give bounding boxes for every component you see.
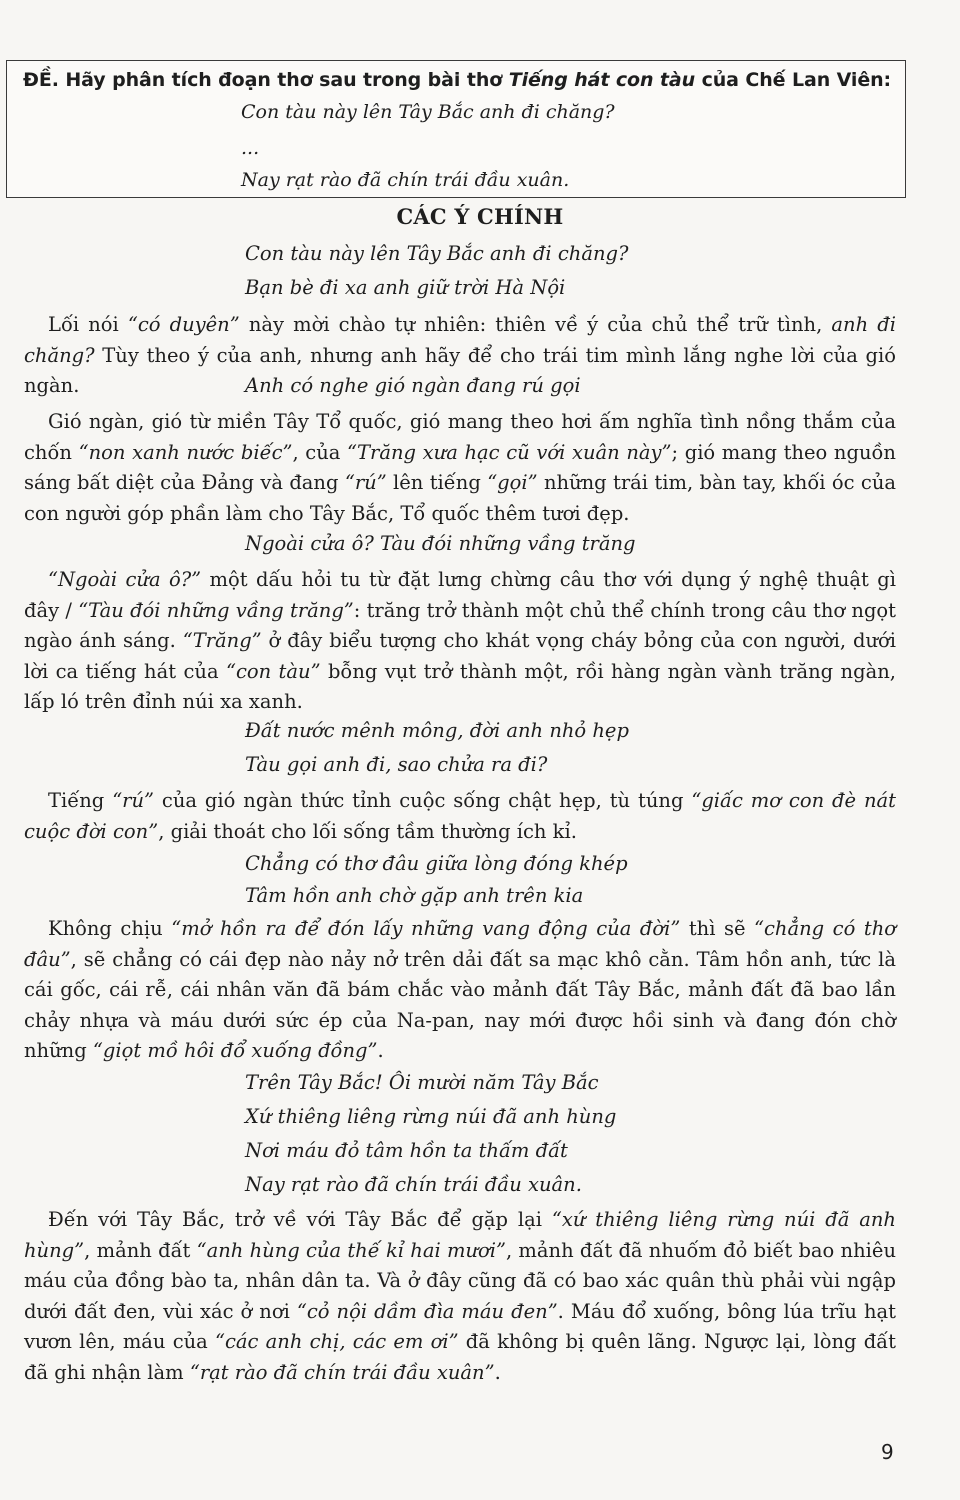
quoted-phrase: “Trăng xưa hạc cũ với xuân này” — [347, 440, 672, 464]
paragraph-text: , giải thoát cho lối sống tầm thường ích kỉ. — [158, 819, 577, 843]
paragraph-text: Tiếng — [48, 789, 113, 812]
paragraph-text: Không chịu — [48, 917, 172, 940]
paragraph-text: của gió ngàn thức tỉnh cuộc sống chật hẹp, tù túng — [154, 789, 692, 812]
paragraph-6 — [24, 1205, 896, 1388]
paragraph-2 — [24, 407, 896, 529]
verse-line: Tâm hồn anh chờ gặp anh trên kia — [245, 884, 584, 907]
paragraph-text: ở đây biểu tượng cho khát vọng cháy bỏng của con người, dưới lời ca tiếng hát của — [24, 629, 896, 683]
paragraph-text: đã không bị quên lãng. Ngược lại, lòng đất đã ghi nhận làm — [24, 1330, 896, 1384]
question-prompt-after: của Chế Lan Viên: — [701, 69, 892, 91]
quoted-phrase: “anh hùng của thế kỉ hai mươi” — [196, 1238, 506, 1262]
paragraph-text: : trăng trở thành một chủ thể chính trong câu thơ ngọt ngào ánh sáng. — [24, 598, 897, 652]
verse-line: Bạn bè đi xa anh giữ trời Hà Nội — [245, 276, 566, 299]
paragraph-text: , mảnh đất — [84, 1238, 197, 1262]
quoted-phrase: “rạt rào đã chín trái đầu xuân” — [189, 1360, 495, 1384]
quoted-phrase: “có duyên” — [127, 313, 240, 336]
verse-line: Anh có nghe gió ngàn đang rú gọi — [245, 374, 581, 397]
paragraph-text: Đến với Tây Bắc, trở về với Tây Bắc để gặp lại — [48, 1208, 552, 1231]
paragraph-3 — [24, 565, 896, 718]
quoted-phrase: “giọt mồ hôi đổ xuống đồng” — [92, 1039, 378, 1062]
paragraph-text: ; gió mang theo nguồn sáng bất diệt của Đảng và đang — [24, 440, 896, 494]
quoted-phrase: “con tàu” — [225, 659, 321, 683]
verse-line: Đất nước mênh mông, đời anh nhỏ hẹp — [245, 719, 629, 742]
quoted-phrase: “rú” — [344, 471, 387, 494]
quoted-phrase: “chẳng có thơ đâu” — [24, 917, 896, 971]
paragraph-5 — [24, 914, 896, 1067]
verse-line: Tàu gọi anh đi, sao chửa ra đi? — [245, 753, 548, 776]
paragraph-text: một dấu hỏi tu từ đặt lưng chừng câu thơ với dụng ý nghệ thuật gì đây / — [24, 568, 896, 622]
paragraph-4 — [24, 786, 896, 847]
paragraph-text: Gió ngàn, gió từ miền Tây Tổ quốc, gió mang theo hơi ấm nghĩa tình nồng thắm của chốn — [24, 410, 896, 464]
verse-line: Nơi máu đỏ tâm hồn ta thấm đất — [245, 1139, 568, 1162]
page-number: 9 — [881, 1440, 894, 1464]
verse-line: Nay rạt rào đã chín trái đầu xuân. — [245, 1173, 582, 1196]
verse-line: Chẳng có thơ đâu giữa lòng đóng khép — [245, 852, 628, 875]
paragraph-text: bỗng vụt trở thành một, rồi hàng ngàn vành trăng ngàn, lấp ló trên đỉnh núi xa xanh. — [24, 659, 896, 713]
verse-line: Ngoài cửa ô? Tàu đói những vầng trăng — [245, 532, 636, 555]
quoted-phrase: “xứ thiêng liêng rừng núi đã anh hùng” — [24, 1208, 896, 1262]
quoted-phrase: “giấc mơ con đè nát cuộc đời con” — [24, 789, 896, 843]
question-box — [6, 60, 906, 198]
quoted-phrase: “non xanh nước biếc” — [78, 440, 293, 464]
quoted-phrase: anh đi chăng? — [24, 313, 896, 367]
paragraph-text: thì sẽ — [680, 917, 755, 940]
paragraph-text: . — [377, 1039, 384, 1062]
quoted-phrase: “Tàu đói những vầng trăng” — [78, 598, 354, 622]
paragraph-text: lên tiếng — [386, 471, 488, 494]
verse-line: Con tàu này lên Tây Bắc anh đi chăng? — [245, 242, 629, 265]
paragraph-text: Lối nói — [48, 313, 128, 336]
paragraph-text: . Máu đổ xuống, bông lúa trĩu hạt vươn lên, máu của — [24, 1299, 896, 1353]
verse-line: Xứ thiêng liêng rừng núi đã anh hùng — [245, 1105, 617, 1128]
quoted-phrase: “mở hồn ra để đón lấy những vang động của đời” — [171, 917, 681, 940]
question-poem-line: Con tàu này lên Tây Bắc anh đi chăng? — [241, 101, 615, 123]
paragraph-text: . — [494, 1360, 501, 1384]
paragraph-text: Tùy theo ý của anh, nhưng anh hãy để cho trái tim mình lắng nghe lời của gió ngàn. — [24, 343, 896, 397]
question-prompt — [23, 69, 903, 91]
paragraph-text: , của — [292, 440, 348, 464]
question-poem-line: Nay rạt rào đã chín trái đầu xuân. — [241, 169, 570, 191]
paragraph-text: này mời chào tự nhiên: thiên về ý của chủ thể trữ tình, — [239, 313, 832, 336]
question-label: ĐỀ. — [23, 69, 59, 91]
question-prompt-before: Hãy phân tích đoạn thơ sau trong bài thơ — [65, 69, 503, 91]
quoted-phrase: “gọi” — [487, 471, 538, 494]
section-heading: CÁC Ý CHÍNH — [396, 204, 564, 229]
question-ellipsis: ... — [241, 137, 260, 159]
quoted-phrase: “cỏ nội dầm đìa máu đen” — [296, 1299, 558, 1323]
quoted-phrase: “rú” — [112, 789, 155, 812]
poem-title: Tiếng hát con tàu — [508, 69, 696, 91]
paragraph-text: những trái tim, bàn tay, khối óc của con người góp phần làm cho Tây Bắc, Tổ quốc thêm tươi đẹp. — [24, 471, 897, 525]
quoted-phrase: “Trăng” — [182, 629, 262, 652]
paragraph-text: , mảnh đất đã nhuốm đỏ biết bao nhiêu máu của đồng bào ta, nhân dân ta. Và ở đây cũng đã có bao xác quân thù phải vùi ngập dưới đất đen, vùi xác ở nơi — [24, 1238, 897, 1323]
quoted-phrase: “các anh chị, các em ơi” — [215, 1330, 459, 1353]
quoted-phrase: “Ngoài cửa ô?” — [48, 568, 202, 591]
verse-line: Trên Tây Bắc! Ôi mười năm Tây Bắc — [245, 1071, 599, 1094]
paragraph-text: , sẽ chẳng có cái đẹp nào nảy nở trên dải đất sa mạc khô cằn. Tâm hồn anh, tức là cái gốc, cái rễ, cái nhân văn đã bám chắc vào mảnh đất Tây Bắc, mảnh đất đã bao lần chảy nhựa và máu dưới sức ép của Na-pan, nay mới được hồi sinh và đang đón chờ những — [24, 947, 896, 1062]
